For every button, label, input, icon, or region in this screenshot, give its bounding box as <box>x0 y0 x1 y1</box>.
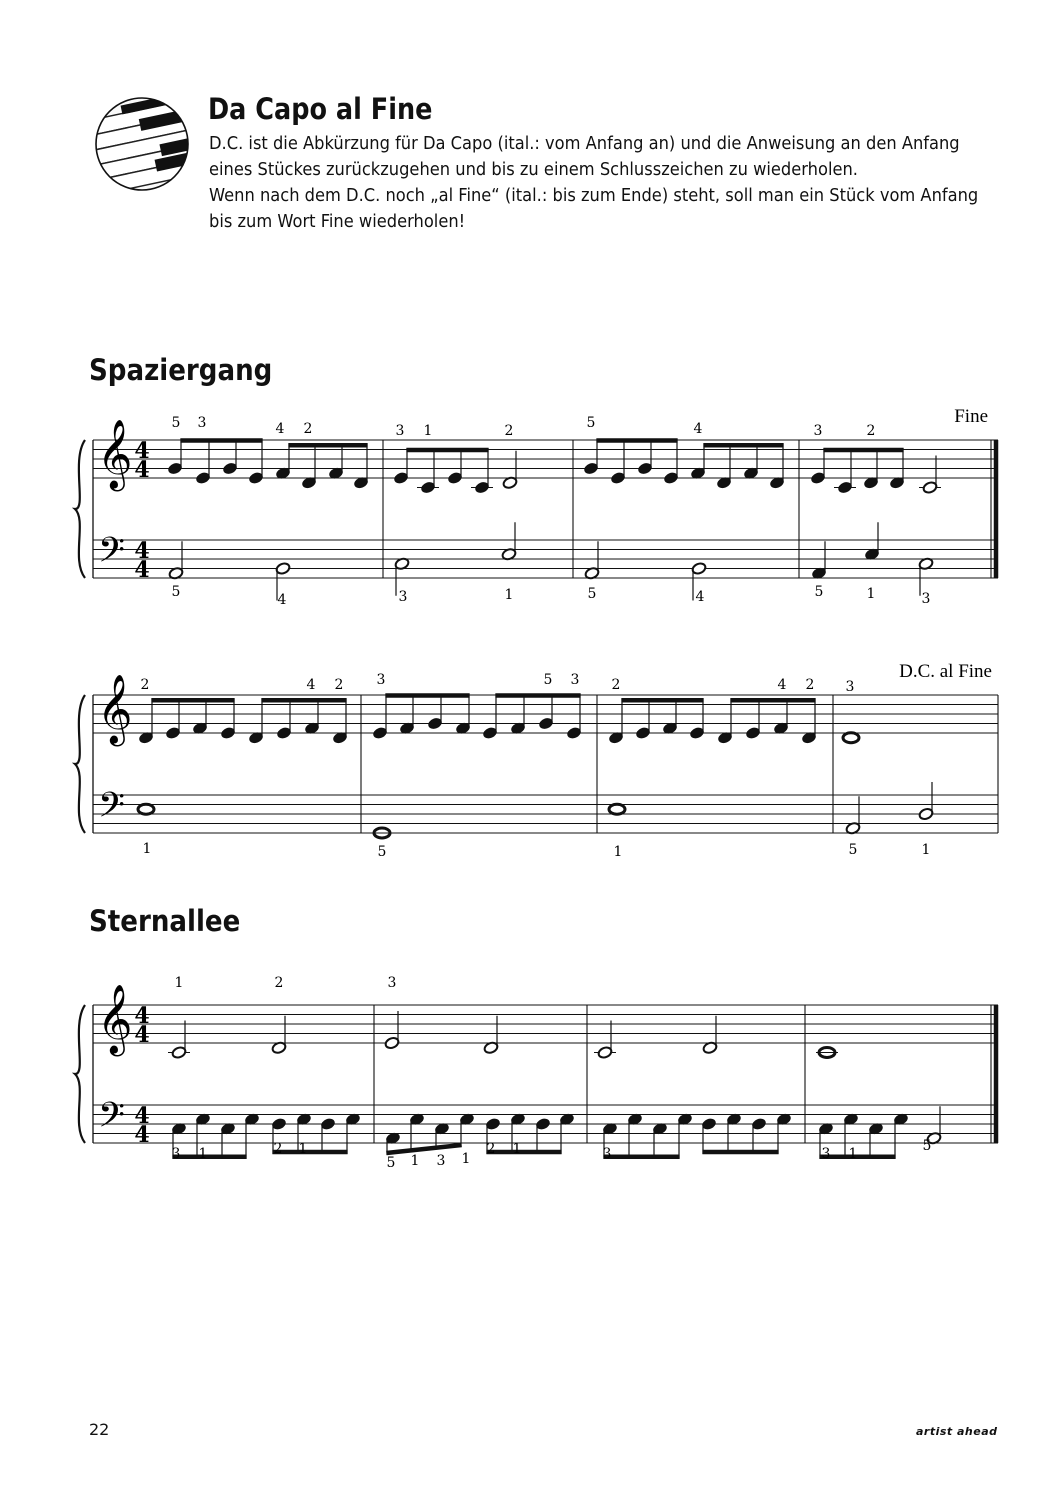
time-signature-denominator: 4 <box>134 1122 150 1148</box>
fingering-number: 2 <box>273 1141 283 1157</box>
fingering-number: 1 <box>613 844 623 860</box>
fingering-number: 5 <box>587 586 597 602</box>
beam <box>386 1145 461 1153</box>
fingering-number: 4 <box>306 677 316 693</box>
time-signature-denominator: 4 <box>134 457 150 483</box>
fingering-number: 3 <box>921 591 931 607</box>
music-system <box>0 400 1061 620</box>
intro-line: D.C. ist die Abkürzung für Da Capo (ital.: vom Anfang an) und die Anweisung an den Anfang <box>209 134 960 154</box>
music-system <box>0 655 1061 875</box>
fingering-number: 1 <box>410 1153 420 1169</box>
brace <box>75 440 85 578</box>
tempo-annotation: D.C. al Fine <box>899 661 992 682</box>
fingering-number: 3 <box>171 1146 181 1162</box>
intro-line: Wenn nach dem D.C. noch „al Fine“ (ital.: bis zum Ende) steht, soll man ein Stück vom Anfang <box>209 186 979 206</box>
brace <box>75 695 85 833</box>
fingering-number: 3 <box>436 1153 446 1169</box>
fingering-number: 4 <box>277 592 287 608</box>
fingering-number: 2 <box>866 423 876 439</box>
bass-clef-icon: 𝄢 <box>98 784 126 834</box>
fingering-number: 5 <box>586 415 596 431</box>
fingering-number: 5 <box>543 672 553 688</box>
fingering-number: 3 <box>398 589 408 605</box>
fingering-number: 1 <box>512 1141 522 1157</box>
time-signature-numerator: 4 <box>134 1103 150 1129</box>
fingering-number: 2 <box>504 423 514 439</box>
fingering-number: 2 <box>140 677 150 693</box>
time-signature-denominator: 4 <box>134 557 150 583</box>
fingering-number: 3 <box>845 679 855 695</box>
fingering-number: 4 <box>695 589 705 605</box>
fingering-number: 5 <box>814 584 824 600</box>
fingering-number: 5 <box>377 844 387 860</box>
piece-title-spaziergang: Spaziergang <box>89 353 273 387</box>
fingering-number: 3 <box>570 672 580 688</box>
tempo-annotation: Fine <box>954 406 988 427</box>
fingering-number: 2 <box>334 677 344 693</box>
fingering-number: 5 <box>171 584 181 600</box>
treble-clef-icon: 𝄞 <box>97 984 133 1055</box>
whole-note <box>138 804 154 814</box>
fingering-number: 5 <box>922 1138 932 1154</box>
fingering-number: 1 <box>174 975 184 991</box>
time-signature-numerator: 4 <box>134 1003 150 1029</box>
time-signature-denominator: 4 <box>134 1022 150 1048</box>
fingering-number: 2 <box>805 677 815 693</box>
whole-note <box>843 733 859 743</box>
fingering-number: 1 <box>866 586 876 602</box>
bass-clef-icon: 𝄢 <box>98 1094 126 1144</box>
page-number: 22 <box>89 1420 110 1439</box>
intro-line: bis zum Wort Fine wiederholen! <box>209 212 466 232</box>
fingering-number: 1 <box>921 842 931 858</box>
fingering-number: 2 <box>274 975 284 991</box>
fingering-number: 1 <box>142 841 152 857</box>
treble-clef-icon: 𝄞 <box>97 419 133 490</box>
fingering-number: 2 <box>611 677 621 693</box>
fingering-number: 3 <box>602 1146 612 1162</box>
fingering-number: 4 <box>693 421 703 437</box>
piece-title-sternallee: Sternallee <box>89 904 241 938</box>
music-system <box>0 965 1061 1185</box>
fingering-number: 3 <box>387 975 397 991</box>
fingering-number: 1 <box>461 1151 471 1167</box>
brace <box>75 1005 85 1143</box>
publisher-mark: artist ahead <box>916 1425 998 1438</box>
fingering-number: 1 <box>423 423 433 439</box>
time-signature-numerator: 4 <box>134 438 150 464</box>
fingering-number: 1 <box>198 1146 208 1162</box>
whole-note <box>609 804 625 814</box>
fingering-number: 4 <box>777 677 787 693</box>
treble-clef-icon: 𝄞 <box>97 674 133 745</box>
fingering-number: 2 <box>303 421 313 437</box>
fingering-number: 3 <box>813 423 823 439</box>
piano-keys-icon <box>89 96 195 192</box>
time-signature-numerator: 4 <box>134 538 150 564</box>
fingering-number: 5 <box>848 842 858 858</box>
fingering-number: 5 <box>171 415 181 431</box>
fingering-number: 3 <box>821 1146 831 1162</box>
fingering-number: 1 <box>298 1141 308 1157</box>
intro-paragraph <box>209 131 979 235</box>
fingering-number: 2 <box>486 1141 496 1157</box>
fingering-number: 3 <box>395 423 405 439</box>
section-title: Da Capo al Fine <box>208 92 433 126</box>
fingering-number: 4 <box>275 421 285 437</box>
fingering-number: 3 <box>197 415 207 431</box>
intro-line: eines Stückes zurückzugehen und bis zu einem Schlusszeichen zu wiederholen. <box>209 160 858 180</box>
fingering-number: 1 <box>504 587 514 603</box>
bass-clef-icon: 𝄢 <box>98 529 126 579</box>
fingering-number: 5 <box>386 1155 396 1171</box>
fingering-number: 3 <box>376 672 386 688</box>
fingering-number: 1 <box>848 1146 858 1162</box>
